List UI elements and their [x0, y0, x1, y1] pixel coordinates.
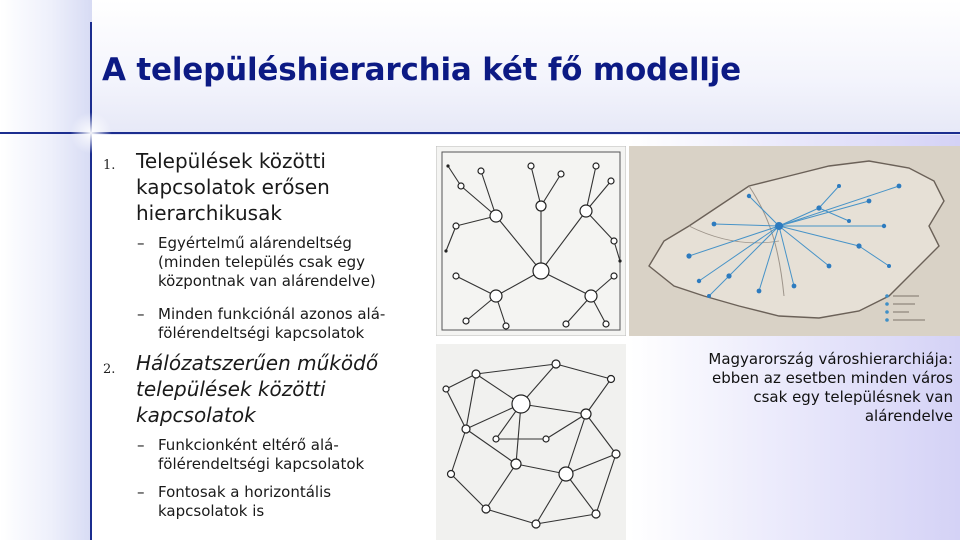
item-2-text [136, 350, 378, 428]
subitem-line: Minden funkciónál azonos alá- [158, 305, 386, 323]
left-stripe [0, 0, 92, 540]
subitem-line: fölérendeltségi kapcsolatok [158, 324, 365, 342]
dash: – [137, 483, 145, 501]
slide-title: A településhierarchia két fő modellje [102, 52, 741, 88]
dash: – [137, 436, 145, 454]
item-2-line: települések közötti [136, 377, 326, 401]
item-1-line: kapcsolatok erősen [136, 175, 330, 199]
hungary-city-hierarchy-map [629, 146, 960, 336]
caption-line: alárendelve [864, 407, 953, 425]
subitem-line: Funkcionként eltérő alá- [158, 436, 339, 454]
item-1-subitem-1 [137, 234, 437, 291]
caption-line: ebben az esetben minden város [712, 369, 953, 387]
item-1-line: Települések közötti [136, 149, 326, 173]
item-2-line: kapcsolatok [136, 403, 256, 427]
vertical-accent-line [90, 22, 92, 540]
item-2-subitem-1 [137, 436, 437, 474]
subitem-line: (minden település csak egy [158, 253, 366, 271]
cross-glow [70, 112, 112, 154]
item-2-subitem-2 [137, 483, 437, 521]
item-1-text [136, 148, 330, 226]
subitem-line: központnak van alárendelve) [158, 272, 376, 290]
subitem-line: Egyértelmű alárendeltség [158, 234, 352, 252]
caption-line: Magyarország városhierarchiája: [708, 350, 953, 368]
dash: – [137, 305, 145, 323]
item-2-line: Hálózatszerűen működő [136, 351, 379, 375]
item-1-number: 1. [103, 158, 116, 173]
subitem-line: kapcsolatok is [158, 502, 265, 520]
map-caption [640, 350, 953, 426]
dash: – [137, 234, 145, 252]
title-underline [0, 132, 960, 134]
mesh-network-diagram [436, 344, 626, 540]
item-1-subitem-2 [137, 305, 437, 343]
caption-line: csak egy településnek van [753, 388, 953, 406]
hierarchical-network-diagram [436, 146, 626, 336]
subitem-line: Fontosak a horizontális [158, 483, 332, 501]
subitem-line: fölérendeltségi kapcsolatok [158, 455, 365, 473]
item-2-number: 2. [103, 362, 116, 377]
item-1-line: hierarchikusak [136, 201, 282, 225]
